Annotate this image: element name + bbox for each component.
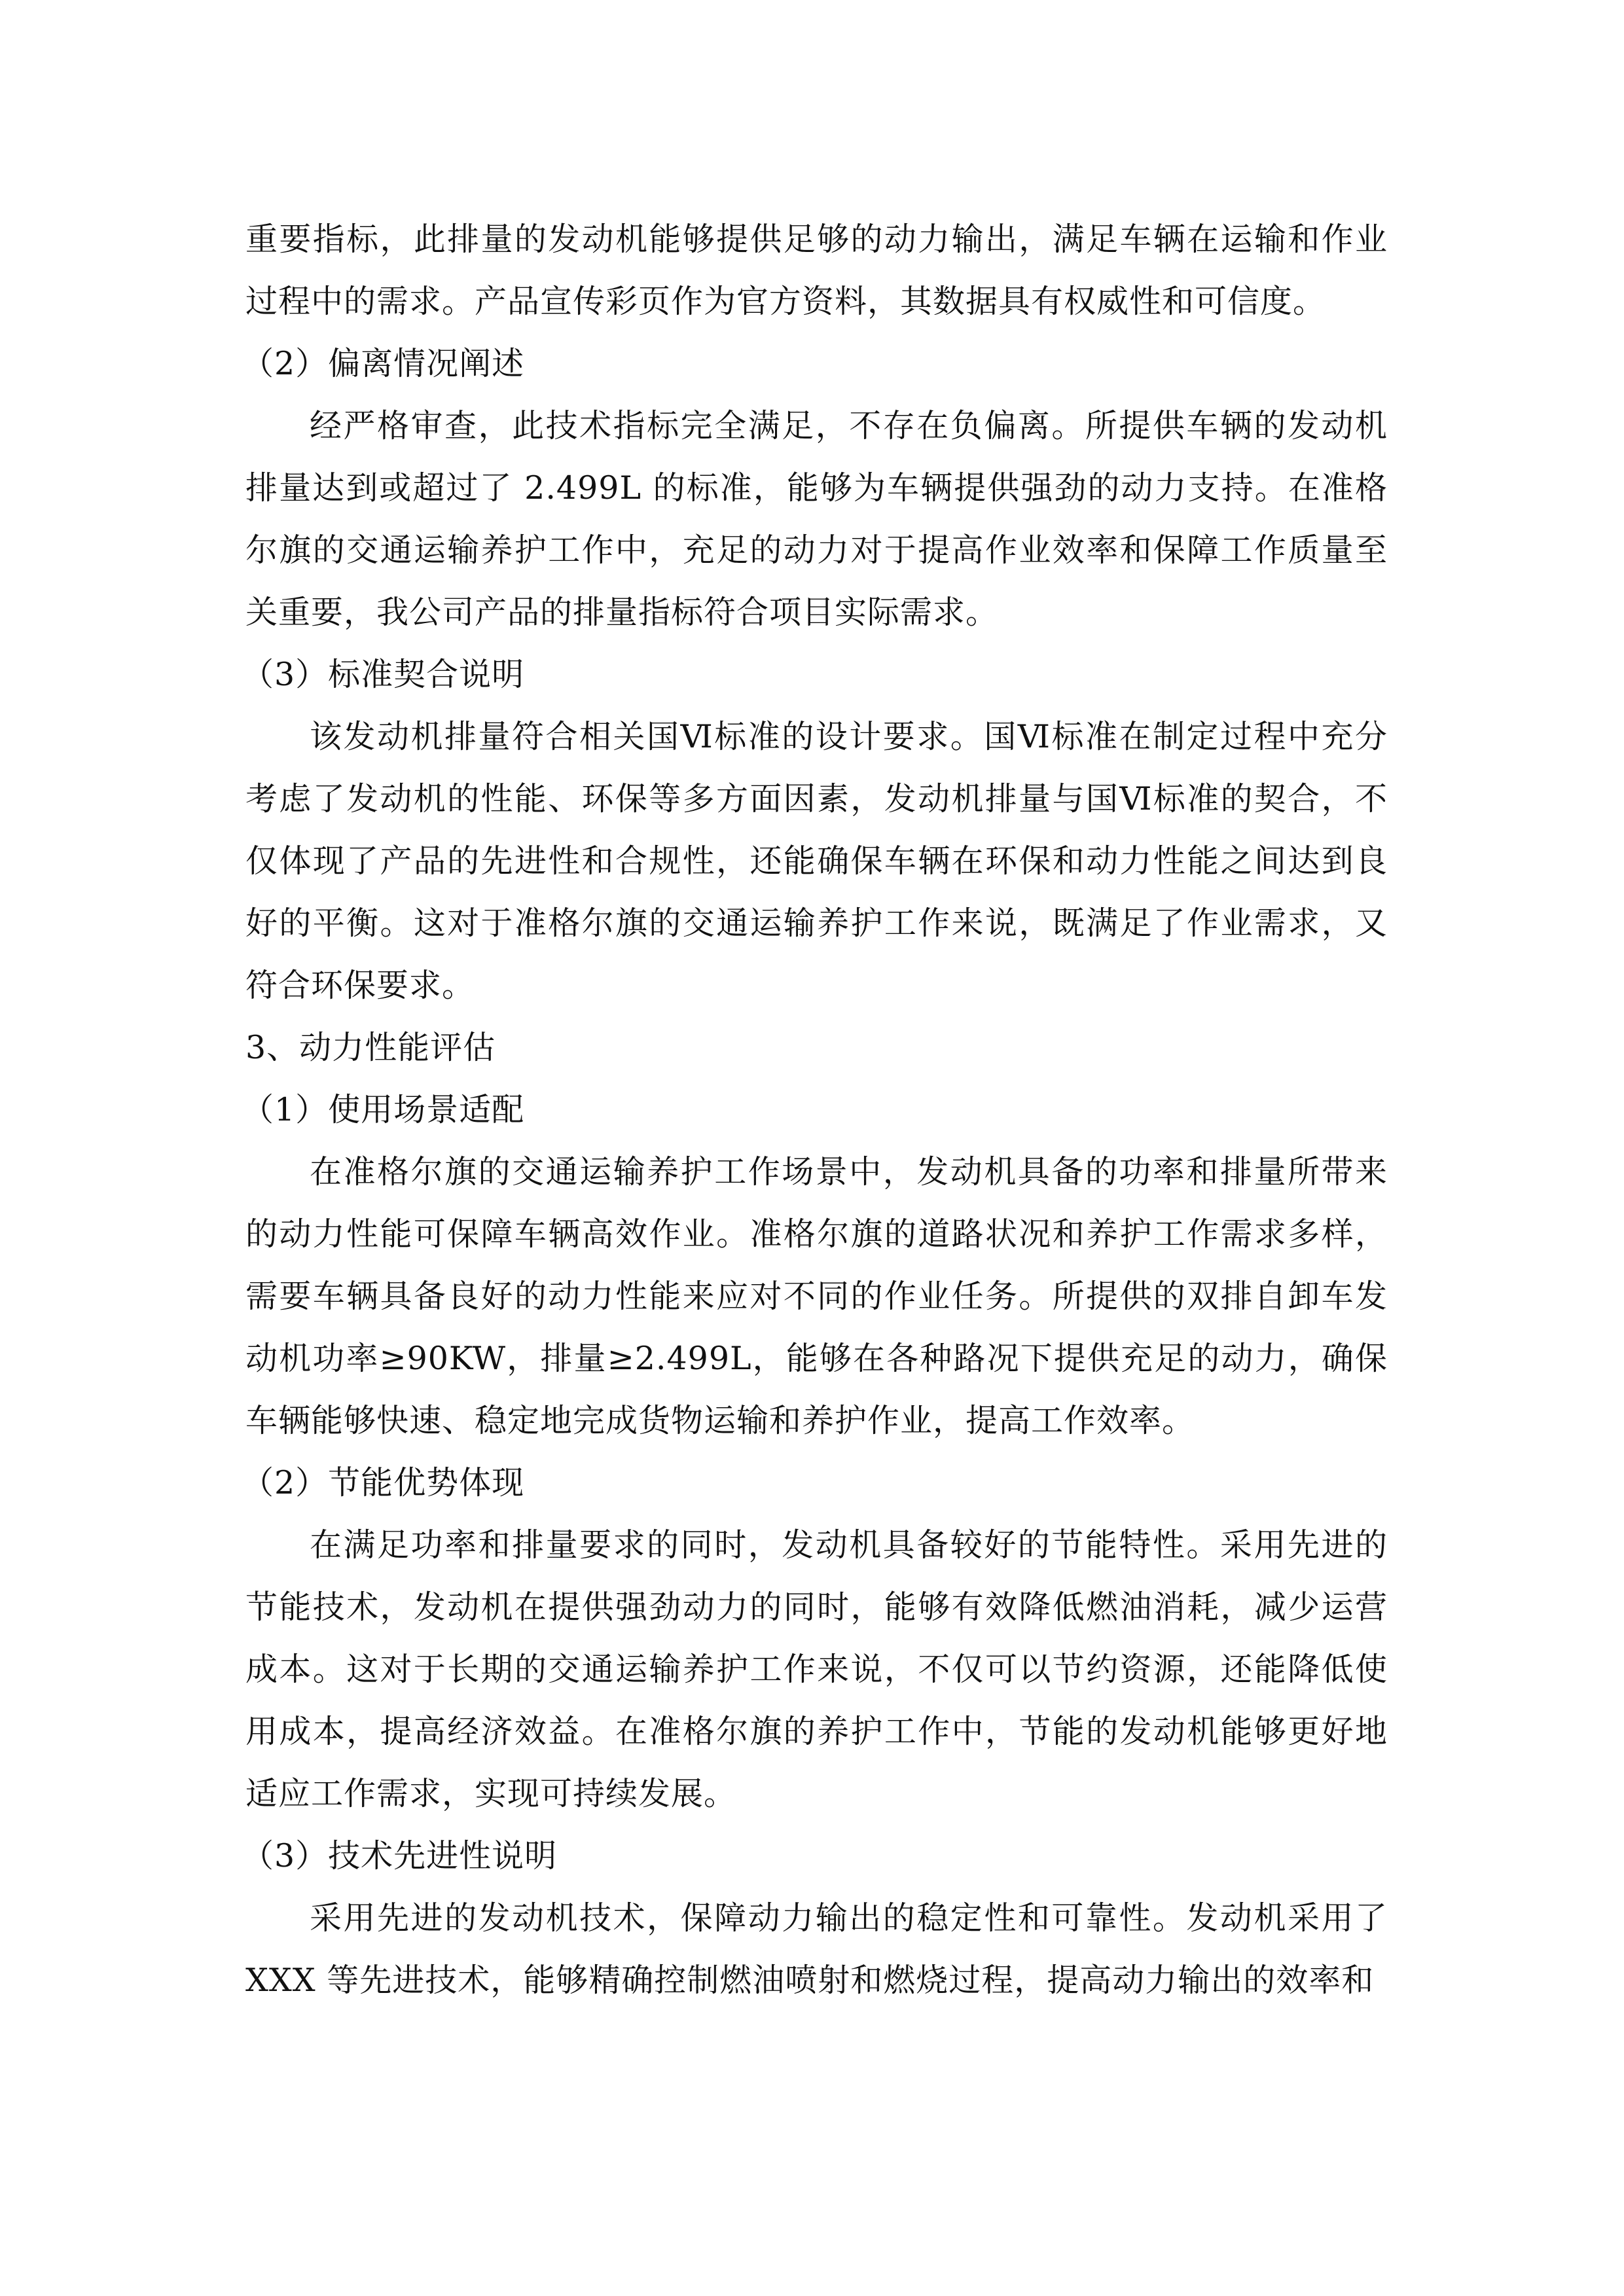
document-body	[242, 208, 1388, 2011]
subheading-technology: （3）技术先进性说明	[242, 1837, 558, 1874]
subheading-standard: （3）标准契合说明	[242, 656, 525, 693]
paragraph-standard: 该发动机排量符合相关国Ⅵ标准的设计要求。国Ⅵ标准在制定过程中充分考虑了发动机的性能、环保等多方面因素，发动机排量与国Ⅵ标准的契合，不仅体现了产品的先进性和合规性，还能确保车辆在环保和动力性能之间达到良好的平衡。这对于准格尔旗的交通运输养护工作来说，既满足了作业需求，又符合环保要求。	[245, 718, 1388, 1004]
subheading-deviation: （2）偏离情况阐述	[242, 345, 525, 382]
subheading-energy: （2）节能优势体现	[242, 1464, 525, 1501]
paragraph-scenario: 在准格尔旗的交通运输养护工作场景中，发动机具备的功率和排量所带来的动力性能可保障车辆高效作业。准格尔旗的道路状况和养护工作需求多样，需要车辆具备良好的动力性能来应对不同的作业任务。所提供的双排自卸车发动机功率≥90KW，排量≥2.499L，能够在各种路况下提供充足的动力，确保车辆能够快速、稳定地完成货物运输和养护作业，提高工作效率。	[245, 1153, 1388, 1439]
paragraph-deviation: 经严格审查，此技术指标完全满足，不存在负偏离。所提供车辆的发动机排量达到或超过了 2.499L 的标准，能够为车辆提供强劲的动力支持。在准格尔旗的交通运输养护工作中，充足的动力对于提高作业效率和保障工作质量至关重要，我公司产品的排量指标符合项目实际需求。	[245, 407, 1388, 631]
paragraph-technology: 采用先进的发动机技术，保障动力输出的稳定性和可靠性。发动机采用了 XXX 等先进技术，能够精确控制燃油喷射和燃烧过程，提高动力输出的效率和	[245, 1899, 1388, 1999]
section-heading-power: 3、动力性能评估	[245, 1029, 496, 1066]
paragraph-energy: 在满足功率和排量要求的同时，发动机具备较好的节能特性。采用先进的节能技术，发动机在提供强劲动力的同时，能够有效降低燃油消耗，减少运营成本。这对于长期的交通运输养护工作来说，不仅可以节约资源，还能降低使用成本，提高经济效益。在准格尔旗的养护工作中，节能的发动机能够更好地适应工作需求，实现可持续发展。	[245, 1526, 1388, 1812]
paragraph-intro: 重要指标，此排量的发动机能够提供足够的动力输出，满足车辆在运输和作业过程中的需求。产品宣传彩页作为官方资料，其数据具有权威性和可信度。	[245, 221, 1388, 320]
subheading-scenario: （1）使用场景适配	[242, 1091, 525, 1128]
